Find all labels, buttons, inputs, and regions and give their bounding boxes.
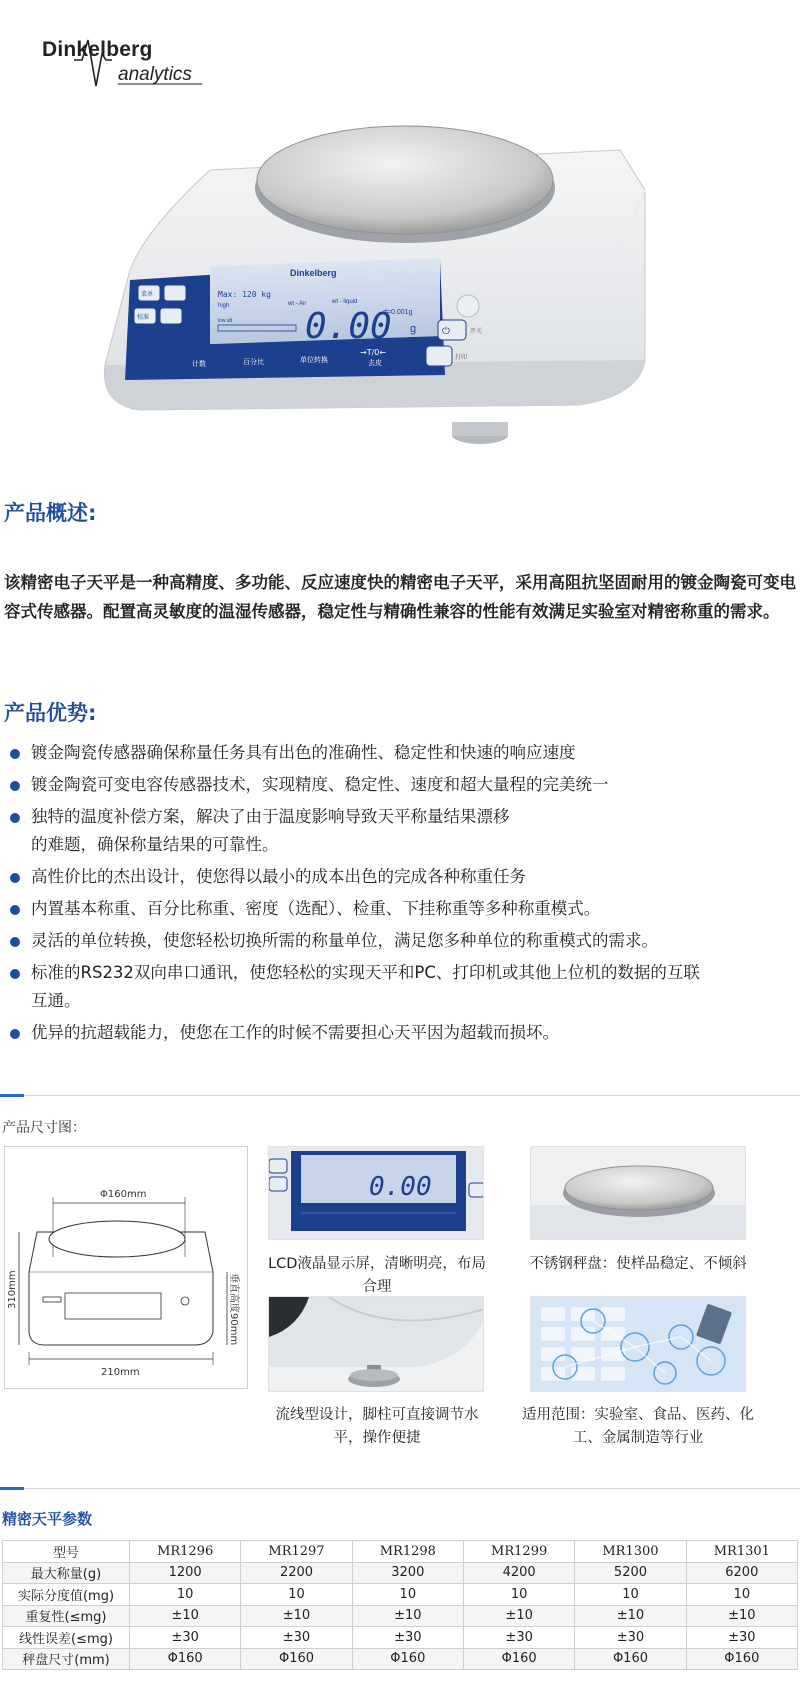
key-power-label: 开关 (470, 328, 483, 335)
feature-caption-feet: 流线型设计，脚柱可直接调节水平，操作便捷 (275, 1407, 479, 1446)
lcd-d-text: d=0.001g (383, 309, 413, 316)
lcd-unit-g: g (410, 323, 417, 335)
panel-tare-symbol: →T/0← (360, 348, 387, 357)
bullet-icon (10, 873, 20, 883)
list-item: 内置基本称重、百分比称重、密度（选配）、检重、下挂称重等多种称重模式。 (4, 895, 724, 923)
application-scene-image (531, 1297, 746, 1392)
overview-text: 该精密电子天平是一种高精度、多功能、反应速度快的精密电子天平，采用高阻抗坚固耐用的镀金陶瓷可变电容式传感器。配置高灵敏度的温湿传感器，稳定性与精确性兼容的性能有效满足实验室对精密称重的需求。 (4, 573, 796, 621)
list-item: 标准的RS232双向串口通讯，使您轻松的实现天平和PC、打印机或其他上位机的数据的互联互通。 (4, 959, 704, 1015)
panel-count-label: 计数 (192, 360, 206, 368)
pan-closeup-image (531, 1147, 746, 1240)
list-item: 镀金陶瓷传感器确保称量任务具有出色的准确性、稳定性和快速的响应速度 (4, 739, 724, 767)
table-row: 重复性(≤mg) ±10 ±10 ±10 ±10 ±10 ±10 (3, 1605, 798, 1627)
lcd-wt-air: wt - Air (288, 301, 307, 307)
bullet-icon (10, 813, 20, 823)
dim-height-label: 垂直高度90mm (228, 1273, 239, 1346)
params-table (2, 1540, 798, 1670)
section-divider (0, 1488, 800, 1489)
lcd-max-text: Max: 120 kg (218, 290, 271, 299)
feature-caption-pan: 不锈钢秤盘：使样品稳定、不倾斜 (529, 1256, 747, 1272)
dimension-drawing (4, 1146, 248, 1389)
list-item: 优异的抗超载能力，使您在工作的时候不需要担心天平因为超载而损坏。 (4, 1019, 724, 1047)
list-item: 镀金陶瓷可变电容传感器技术，实现精度、稳定性、速度和超大量程的完美统一 (4, 771, 724, 799)
dimensions-label: 产品尺寸图： (2, 1120, 86, 1136)
dimension-drawing-svg (5, 1147, 249, 1390)
dim-depth-label: 310mm (7, 1270, 18, 1309)
key-calib-label: 校准 (137, 314, 150, 321)
feature-image-feet (268, 1296, 484, 1392)
power-icon: ⏻ (442, 326, 450, 337)
lcd-high-text: high (218, 303, 230, 309)
bullet-icon (10, 1029, 20, 1039)
dim-width-label: 210mm (101, 1367, 140, 1378)
feature-image-application (530, 1296, 746, 1392)
table-row: 最大称量(g) 1200 2200 3200 4200 5200 6200 (3, 1562, 798, 1584)
key-print-label: 打印 (455, 354, 468, 361)
lcd-low-text: low alt (218, 318, 233, 324)
lcd-reading: 0.00 (305, 306, 392, 347)
brand-logo (42, 34, 222, 94)
bullet-icon (10, 937, 20, 947)
advantages-list (4, 739, 724, 1051)
advantages-title: 产品优势: (4, 701, 97, 725)
bullet-icon (10, 749, 20, 759)
product-hero-image (100, 110, 720, 490)
bullet-icon (10, 781, 20, 791)
feature-caption-application: 适用范围：实验室、食品、医药、化工、金属制造等行业 (522, 1407, 754, 1446)
list-item: 灵活的单位转换，使您轻松切换所需的称量单位，满足您多种单位的称重模式的需求。 (4, 927, 724, 955)
table-header-row: 型号 MR1296 MR1297 MR1298 MR1299 MR1300 MR1301 (3, 1541, 798, 1563)
table-row: 实际分度值(mg) 10 10 10 10 10 10 (3, 1584, 798, 1606)
feature-image-pan (530, 1146, 746, 1240)
foot-closeup-image (269, 1297, 484, 1392)
list-item: 高性价比的杰出设计，使您得以最小的成本出色的完成各种称重任务 (4, 863, 724, 891)
section-divider (0, 1095, 800, 1096)
overview-title: 产品概述: (4, 501, 97, 525)
bullet-icon (10, 905, 20, 915)
logo-brand-text: Dinkelberg (42, 38, 153, 61)
bullet-icon (10, 969, 20, 979)
panel-tare-label: 去皮 (368, 359, 382, 367)
feature-caption-lcd: LCD液晶显示屏，清晰明亮，布局合理 (268, 1256, 486, 1295)
lcd-closeup-image (269, 1147, 484, 1240)
section-divider-accent (0, 1094, 24, 1097)
table-row: 秤盘尺寸(mm) Φ160 Φ160 Φ160 Φ160 Φ160 Φ160 (3, 1648, 798, 1670)
lcd-wt-liquid: wt - liquid (332, 299, 358, 305)
panel-unit-label: 单位转换 (300, 356, 328, 364)
feature-image-lcd (268, 1146, 484, 1240)
key-func-label: 菜单 (141, 291, 154, 298)
lcd-unit-n: n (410, 334, 417, 346)
logo-sub-text: analytics (118, 64, 192, 85)
section-divider-accent (0, 1487, 24, 1490)
table-row: 线性误差(≤mg) ±30 ±30 ±30 ±30 ±30 ±30 (3, 1627, 798, 1649)
list-item: 独特的温度补偿方案，解决了由于温度影响导致天平称量结果漂移的难题，确保称量结果的可靠性。 (4, 803, 524, 859)
panel-percent-label: 百分比 (243, 358, 264, 366)
svg-text:0.00: 0.00 (369, 1172, 432, 1202)
lcd-logo-text: Dinkelberg (290, 268, 337, 278)
params-title: 精密天平参数 (2, 1510, 93, 1528)
dim-pan-label: Φ160mm (100, 1189, 147, 1200)
